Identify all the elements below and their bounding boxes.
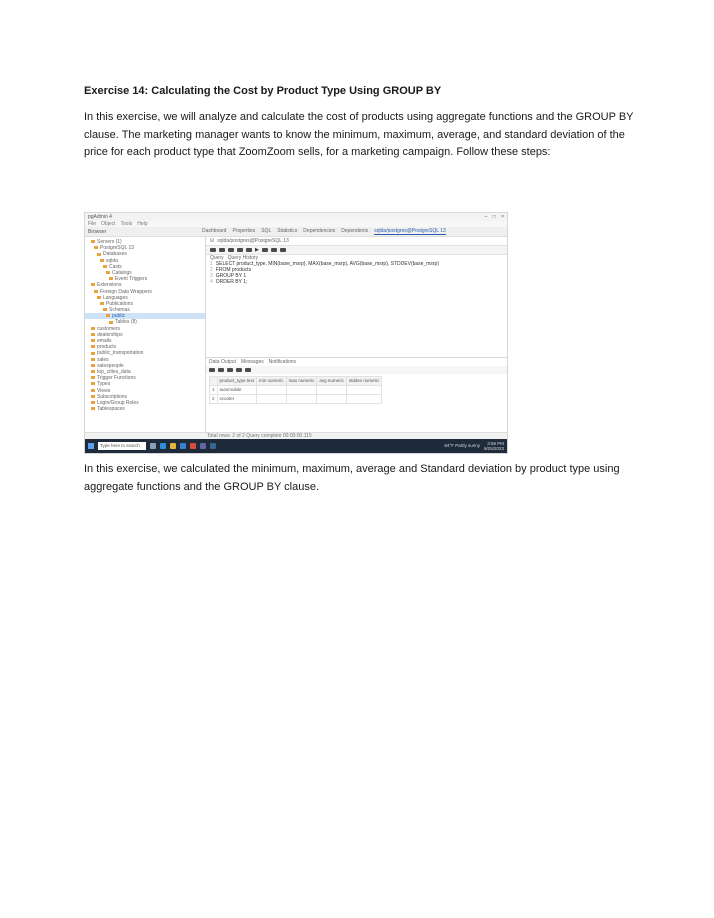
tree-item-label: public — [112, 313, 126, 320]
tree-item-label: Schemas — [109, 307, 130, 314]
status-bar: Total rows: 2 of 2 Query complete 00:00:00.115 — [85, 432, 507, 439]
main-tab-4[interactable]: Dependencies — [303, 228, 336, 234]
open-file-icon[interactable] — [210, 248, 216, 252]
close-icon[interactable]: × — [501, 214, 504, 220]
folder-icon — [91, 358, 95, 361]
explain-icon[interactable] — [262, 248, 268, 252]
copy-icon[interactable] — [218, 368, 224, 372]
folder-icon — [94, 290, 98, 293]
sql-text: ORDER BY 1; — [215, 279, 248, 285]
tree-item-label: salespeople — [97, 362, 124, 369]
tree-item-label: Foreign Data Wrappers — [100, 288, 152, 295]
tree-item-label: dealerships — [97, 331, 123, 338]
app-titlebar — [85, 213, 507, 221]
sql-text: FROM products — [215, 267, 252, 273]
window-controls — [480, 214, 504, 220]
table-cell[interactable] — [346, 395, 382, 404]
sql-text: SELECT product_type, MIN(base_msrp), MAX(base_msrp), AVG(base_msrp), STDDEV(base_msrp) — [215, 261, 440, 267]
main-tabs — [202, 228, 446, 235]
tree-item-label: Event Triggers — [115, 276, 148, 283]
chrome-icon[interactable] — [190, 443, 196, 449]
folder-icon — [91, 376, 95, 379]
table-cell[interactable]: automobile — [217, 386, 257, 395]
row-number-header — [210, 377, 218, 386]
editor-tab-1[interactable]: Query History — [227, 255, 259, 261]
results-grid — [209, 376, 382, 404]
file-explorer-icon[interactable] — [170, 443, 176, 449]
folder-icon — [100, 302, 104, 305]
main-tab-2[interactable]: SQL — [261, 228, 272, 234]
tree-item-label: Casts — [109, 263, 122, 270]
task-view-icon[interactable] — [150, 443, 156, 449]
table-cell[interactable] — [286, 386, 317, 395]
folder-icon — [91, 283, 95, 286]
table-cell[interactable] — [317, 386, 347, 395]
tree-item[interactable] — [85, 406, 205, 412]
results-tabs — [206, 358, 507, 366]
results-tab-1[interactable]: Messages — [240, 359, 264, 365]
object-browser — [85, 237, 206, 439]
tree-item-label: customers — [97, 325, 121, 332]
folder-icon — [91, 370, 95, 373]
pgadmin-icon[interactable] — [210, 443, 216, 449]
line-number: 1 — [210, 261, 213, 267]
delete-icon[interactable] — [236, 368, 242, 372]
results-toolbar — [206, 366, 507, 374]
menu-item-0[interactable]: File — [88, 221, 97, 227]
folder-icon — [91, 401, 95, 404]
results-panel — [206, 357, 507, 439]
teams-icon[interactable] — [200, 443, 206, 449]
folder-icon — [109, 321, 113, 324]
folder-icon — [91, 240, 95, 243]
folder-icon — [109, 277, 113, 280]
menu-item-3[interactable]: Help — [137, 221, 148, 227]
tree-item-label: products — [97, 344, 117, 351]
taskbar-search-input[interactable]: Type here to search — [98, 442, 146, 450]
tree-item-label: Views — [97, 387, 111, 394]
folder-icon — [103, 265, 107, 268]
intro-paragraph: In this exercise, we will analyze and calculate the cost of products using aggregate functions and the GROUP BY clause. The marketing manager wants to know the minimum, maximum, average, and standard deviation of the price for each product type that ZoomZoom sells, for a marketing campaign. Follow these steps: — [84, 111, 634, 158]
folder-icon — [91, 352, 95, 355]
main-tab-3[interactable]: Statistics — [277, 228, 298, 234]
table-cell[interactable] — [317, 395, 347, 404]
tree-item-label: public_transportation — [97, 350, 144, 357]
sql-line — [206, 279, 507, 285]
folder-icon — [91, 382, 95, 385]
folder-icon — [91, 327, 95, 330]
folder-icon — [106, 314, 110, 317]
filter-icon[interactable] — [237, 248, 243, 252]
sql-editor[interactable] — [206, 261, 507, 285]
table-cell[interactable] — [346, 386, 382, 395]
row-number: 1 — [210, 386, 218, 395]
column-header[interactable]: max numeric — [286, 377, 317, 386]
main-tab-6[interactable]: sqlda/postgres@PostgreSQL 13 — [374, 228, 446, 234]
tree-item-label: PostgreSQL 13 — [100, 245, 135, 252]
tree-item-label: Subscriptions — [97, 393, 128, 400]
tree-item-label: Languages — [103, 294, 128, 301]
folder-icon — [94, 246, 98, 249]
execute-icon[interactable]: ▶ — [255, 247, 259, 253]
results-tab-2[interactable]: Notifications — [268, 359, 296, 365]
tree-item-label: Catalogs — [112, 269, 132, 276]
folder-icon — [91, 389, 95, 392]
line-number: 4 — [210, 279, 213, 285]
tree-item-label: Databases — [103, 251, 127, 258]
table-row[interactable] — [210, 395, 382, 404]
save-data-icon[interactable] — [245, 368, 251, 372]
stop-icon[interactable] — [246, 248, 252, 252]
column-header[interactable]: avg numeric — [317, 377, 347, 386]
folder-icon — [91, 345, 95, 348]
table-cell[interactable] — [257, 395, 287, 404]
connection-bar[interactable] — [206, 237, 507, 246]
line-number: 3 — [210, 273, 213, 279]
folder-icon — [103, 308, 107, 311]
download-icon[interactable] — [280, 248, 286, 252]
exercise-heading: Exercise 14: Calculating the Cost by Product Type Using GROUP BY — [84, 85, 442, 97]
weather-label[interactable]: 84°F Partly sunny — [444, 443, 480, 448]
maximize-icon[interactable]: □ — [492, 214, 496, 220]
table-cell[interactable] — [286, 395, 317, 404]
query-toolbar — [206, 246, 507, 255]
tree-item-label: Extensions — [97, 282, 122, 289]
paste-icon[interactable] — [227, 368, 233, 372]
folder-icon — [91, 395, 95, 398]
clock-time: 3:56 PM — [487, 441, 504, 446]
table-row[interactable] — [210, 386, 382, 395]
main-tab-0[interactable]: Dashboard — [202, 228, 227, 234]
add-row-icon[interactable] — [209, 368, 215, 372]
database-icon: ⛁ — [210, 238, 215, 244]
column-header[interactable]: stddev numeric — [346, 377, 382, 386]
folder-icon — [91, 364, 95, 367]
tree-item-label: Tablespaces — [97, 406, 125, 413]
pgadmin-screenshot — [84, 212, 508, 454]
windows-start-icon[interactable] — [88, 443, 94, 449]
table-cell[interactable]: scooter — [217, 395, 257, 404]
tree-item-label: Servers (1) — [97, 239, 122, 245]
table-cell[interactable] — [257, 386, 287, 395]
tree-item-label: sqlda — [106, 257, 118, 264]
results-tab-0[interactable]: Data Output — [209, 359, 236, 365]
query-editor — [206, 237, 507, 439]
row-number: 2 — [210, 395, 218, 404]
tree-item-label: top_cities_data — [97, 368, 131, 375]
connection-label: sqlda/postgres@PostgreSQL 13 — [217, 238, 289, 244]
tree-item-label: sales — [97, 356, 109, 363]
tree-item-label: Types — [97, 381, 111, 388]
line-number: 2 — [210, 267, 213, 273]
column-header[interactable]: min numeric — [257, 377, 287, 386]
minimize-icon[interactable]: – — [484, 214, 488, 220]
folder-icon — [97, 296, 101, 299]
tree-item-label: Tables (8) — [115, 319, 137, 326]
browser-header: Browser — [88, 228, 107, 235]
folder-icon — [106, 271, 110, 274]
editor-tab-0[interactable]: Query — [210, 255, 224, 261]
app-title: pgAdmin 4 — [88, 214, 112, 220]
menu-item-1[interactable]: Object — [101, 221, 116, 227]
main-tab-1[interactable]: Properties — [232, 228, 256, 234]
folder-icon — [91, 333, 95, 336]
save-icon[interactable] — [219, 248, 225, 252]
system-clock[interactable] — [484, 441, 504, 451]
folder-icon — [100, 259, 104, 262]
conclusion-paragraph: In this exercise, we calculated the minimum, maximum, average and Standard deviation by product type using aggregate functions and the GROUP BY clause. — [84, 463, 620, 493]
edge-icon[interactable] — [160, 443, 166, 449]
commit-icon[interactable] — [271, 248, 277, 252]
folder-icon — [97, 253, 101, 256]
folder-icon — [91, 339, 95, 342]
tree-item-label: Publications — [106, 300, 133, 307]
store-icon[interactable] — [180, 443, 186, 449]
tree-item-label: Trigger Functions — [97, 375, 136, 382]
folder-icon — [91, 407, 95, 410]
tree-item-label: emails — [97, 338, 112, 344]
menu-item-2[interactable]: Tools — [120, 221, 133, 227]
column-header[interactable]: product_type text — [217, 377, 257, 386]
clock-date: 6/25/2023 — [483, 446, 504, 451]
windows-taskbar — [85, 439, 507, 453]
sql-text: GROUP BY 1 — [215, 273, 247, 279]
main-toolbar — [85, 227, 507, 237]
main-tab-5[interactable]: Dependents — [341, 228, 369, 234]
edit-icon[interactable] — [228, 248, 234, 252]
tree-item-label: Login/Group Roles — [97, 399, 139, 406]
